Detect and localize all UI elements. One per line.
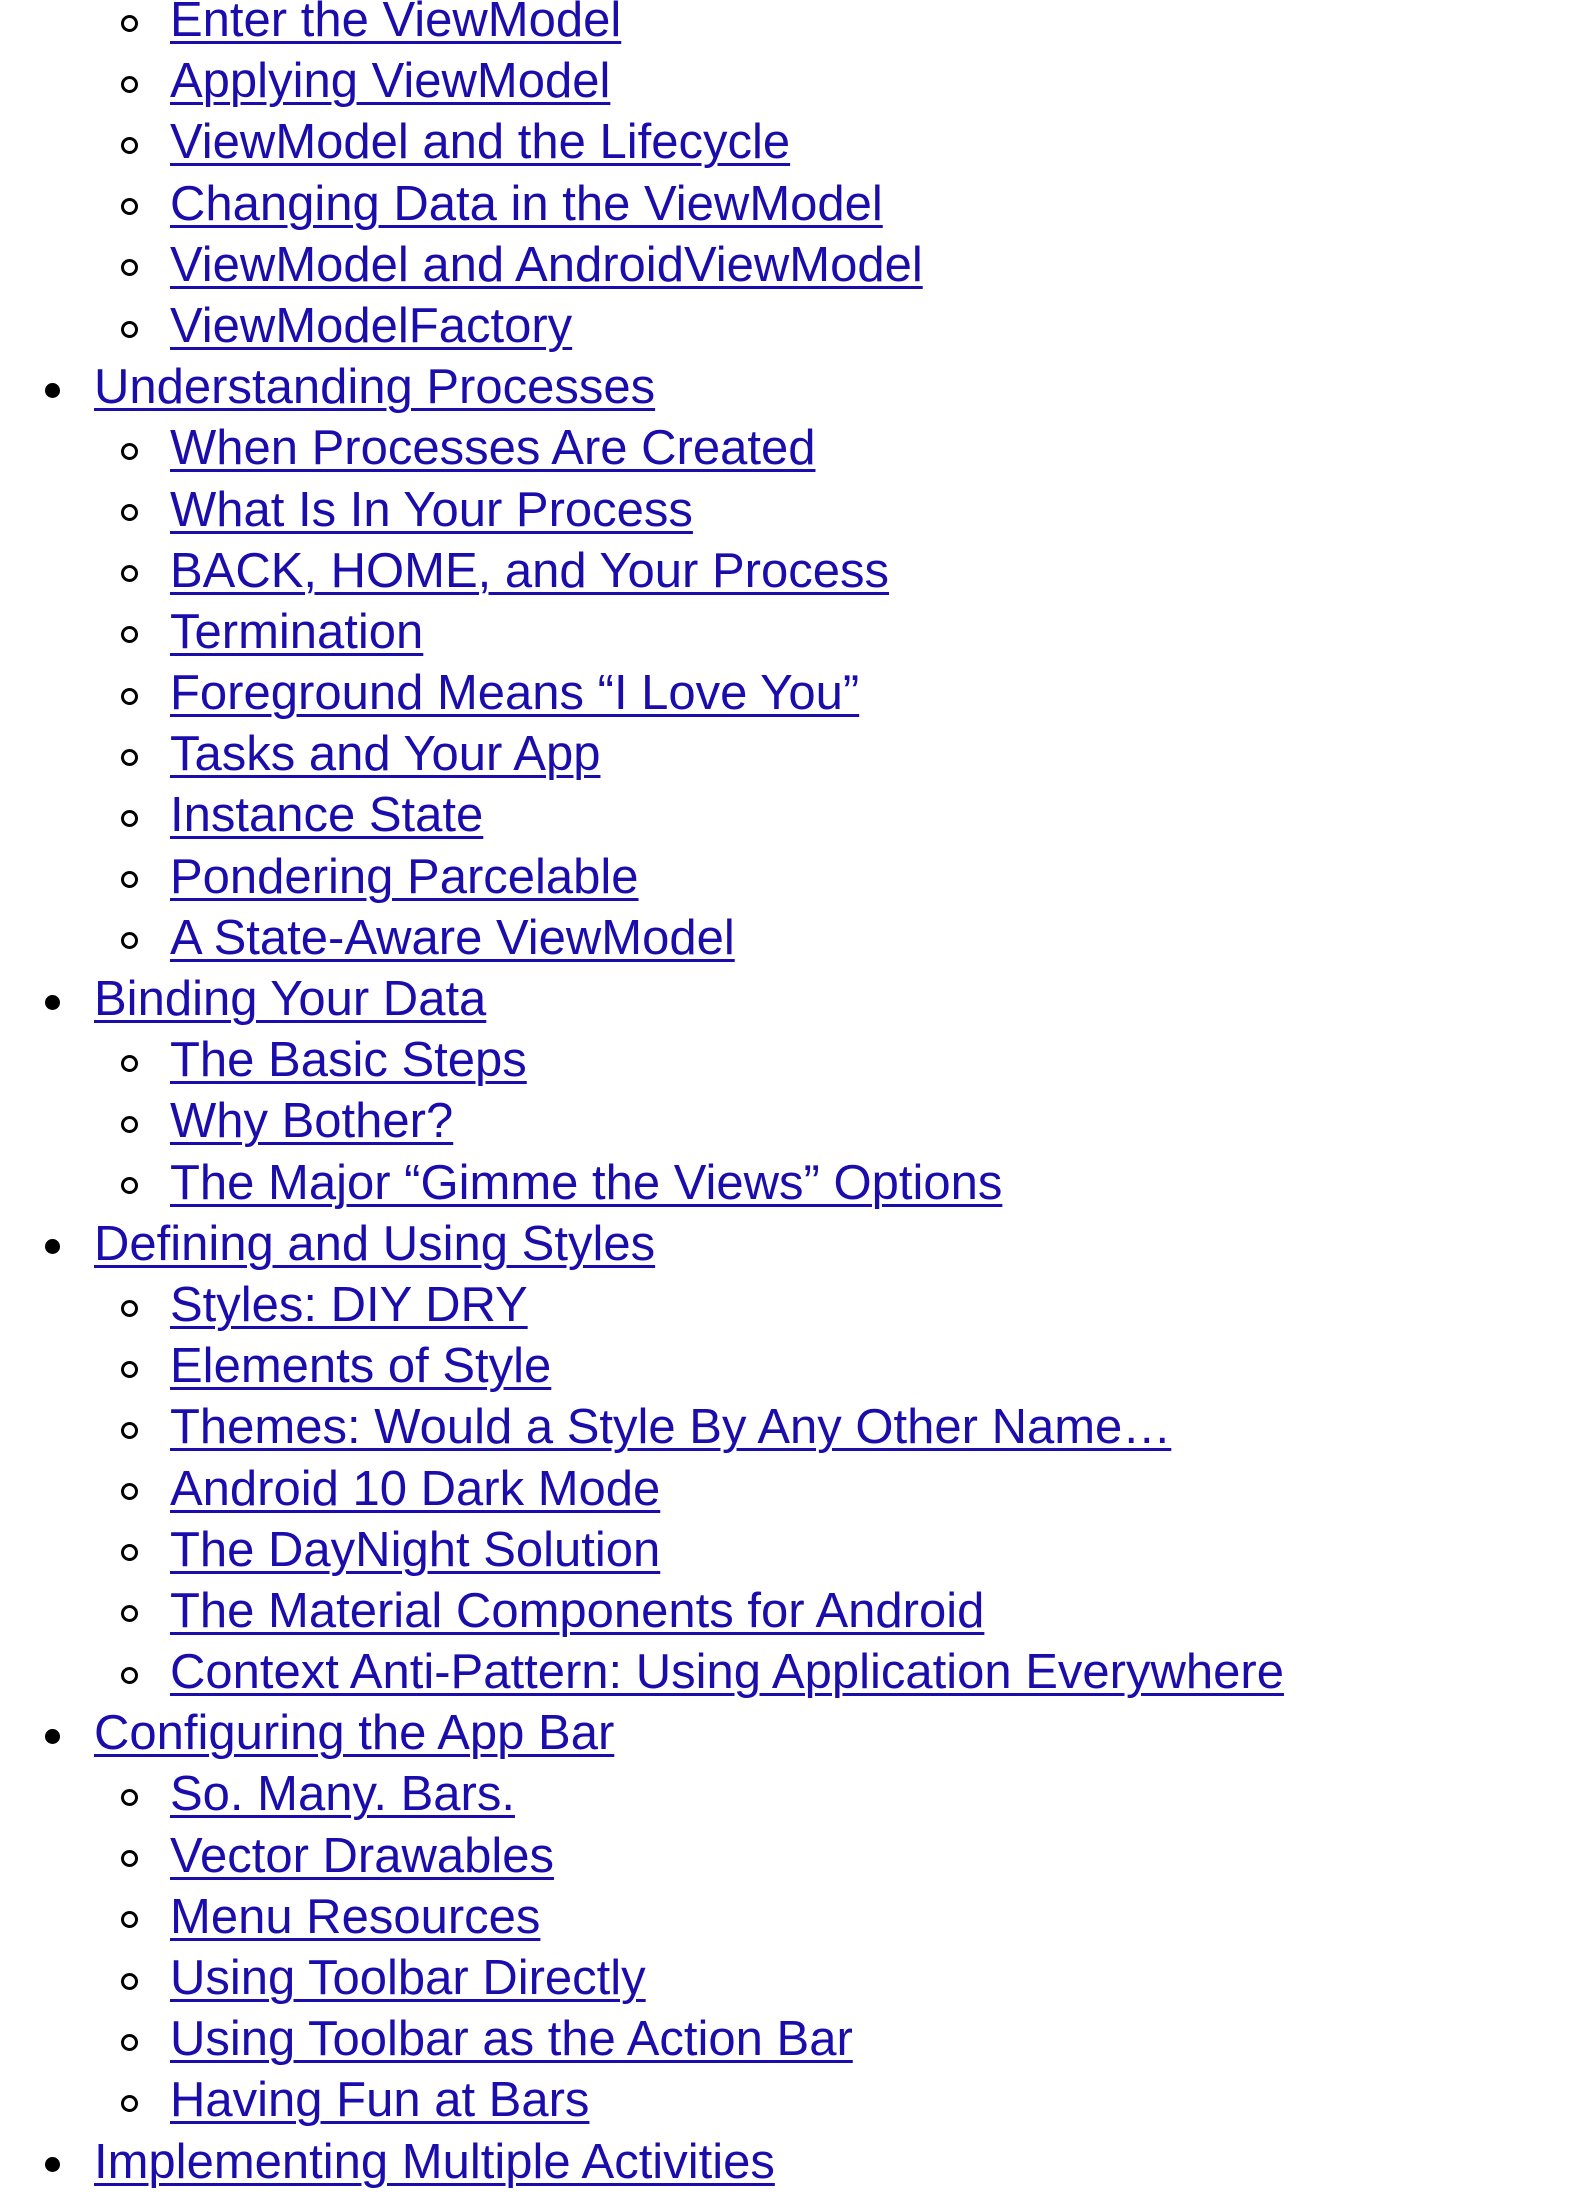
toc-section-link[interactable]: The Basic Steps	[170, 1033, 527, 1088]
toc-chapter-row	[0, 1214, 1589, 1275]
toc-section-link[interactable]: So. Many. Bars.	[170, 1767, 515, 1822]
circle-bullet-icon	[121, 76, 138, 93]
toc-section-row	[0, 541, 1589, 602]
toc-chapter-row	[0, 2132, 1589, 2193]
toc-chapter-row	[0, 357, 1589, 418]
circle-bullet-icon	[121, 749, 138, 766]
toc-section-link[interactable]: Applying ViewModel	[170, 54, 611, 109]
toc-section-row	[0, 1275, 1589, 1336]
circle-bullet-icon	[121, 871, 138, 888]
circle-bullet-icon	[121, 1605, 138, 1622]
toc-section-link[interactable]: Using Toolbar Directly	[170, 1951, 646, 2005]
circle-bullet-icon	[121, 1055, 138, 1072]
toc-section-row	[0, 174, 1589, 235]
toc-section-row	[0, 51, 1589, 112]
toc-chapter-row	[0, 1703, 1589, 1764]
circle-bullet-icon	[121, 1177, 138, 1194]
circle-bullet-icon	[121, 443, 138, 460]
toc-section-link[interactable]: The DayNight Solution	[170, 1522, 661, 1577]
circle-bullet-icon	[121, 1544, 138, 1561]
toc-section-link[interactable]: Foreground Means “I Love You”	[170, 666, 860, 721]
toc-section-link[interactable]: Having Fun at Bars	[170, 2073, 590, 2128]
circle-bullet-icon	[121, 810, 138, 827]
toc-section-link[interactable]: Styles: DIY DRY	[170, 1277, 528, 1332]
toc-section-row	[0, 480, 1589, 541]
toc-section-link[interactable]: Pondering Parcelable	[170, 849, 639, 904]
circle-bullet-icon	[121, 1300, 138, 1317]
circle-bullet-icon	[121, 1911, 138, 1928]
toc-section-link[interactable]: Instance State	[170, 788, 484, 843]
toc-section-link[interactable]: BACK, HOME, and Your Process	[170, 543, 889, 598]
toc-section-row	[0, 1581, 1589, 1642]
toc-section-link[interactable]: Vector Drawables	[170, 1828, 555, 1883]
toc-section-row	[0, 1397, 1589, 1458]
toc-section-link[interactable]: Termination	[170, 604, 424, 659]
toc-section-row	[0, 663, 1589, 724]
circle-bullet-icon	[121, 1667, 138, 1684]
circle-bullet-icon	[121, 2095, 138, 2112]
toc-section-row	[0, 785, 1589, 846]
toc-section-link[interactable]: Changing Data in the ViewModel	[170, 176, 883, 231]
toc-section-row	[0, 1948, 1589, 2009]
toc-section-link[interactable]: Using Toolbar as the Action Bar	[170, 2012, 853, 2067]
disc-bullet-icon	[45, 383, 60, 398]
toc-chapter-link[interactable]: Binding Your Data	[94, 972, 487, 1026]
circle-bullet-icon	[121, 137, 138, 154]
toc-chapter-link[interactable]: Configuring the App Bar	[94, 1706, 615, 1761]
circle-bullet-icon	[121, 1850, 138, 1867]
toc-section-row	[0, 602, 1589, 663]
toc-chapter-link[interactable]: Understanding Processes	[94, 360, 656, 415]
toc-section-row	[0, 847, 1589, 908]
toc-section-link[interactable]: What Is In Your Process	[170, 482, 693, 537]
toc-section-row	[0, 1336, 1589, 1397]
circle-bullet-icon	[121, 1973, 138, 1990]
disc-bullet-icon	[45, 1729, 60, 1744]
circle-bullet-icon	[121, 1116, 138, 1133]
disc-bullet-icon	[45, 2157, 60, 2172]
circle-bullet-icon	[121, 1422, 138, 1439]
toc-section-row	[0, 1459, 1589, 1520]
toc-section-row	[0, 112, 1589, 173]
toc-section-link[interactable]: Tasks and Your App	[170, 727, 601, 782]
toc-section-link[interactable]: Context Anti-Pattern: Using Application Everywhere	[170, 1645, 1284, 1700]
toc-section-row	[0, 1642, 1589, 1703]
toc-section-row	[0, 724, 1589, 785]
circle-bullet-icon	[121, 1361, 138, 1378]
circle-bullet-icon	[121, 321, 138, 338]
toc-section-row	[0, 0, 1589, 51]
toc-section-row	[0, 418, 1589, 479]
circle-bullet-icon	[121, 688, 138, 705]
toc-section-link[interactable]: Enter the ViewModel	[170, 0, 622, 47]
toc-section-link[interactable]: Why Bother?	[170, 1094, 454, 1149]
toc-section-link[interactable]: Elements of Style	[170, 1339, 552, 1394]
toc-section-link[interactable]: A State-Aware ViewModel	[170, 910, 735, 965]
toc-section-link[interactable]: ViewModelFactory	[170, 298, 573, 353]
toc-section-link[interactable]: Themes: Would a Style By Any Other Name…	[170, 1400, 1172, 1455]
toc-section-link[interactable]: The Major “Gimme the Views” Options	[170, 1155, 1003, 1210]
circle-bullet-icon	[121, 1789, 138, 1806]
toc-section-row	[0, 1030, 1589, 1091]
toc-chapter-link[interactable]: Defining and Using Styles	[94, 1216, 656, 1271]
toc-section-row	[0, 296, 1589, 357]
toc-section-row	[0, 1826, 1589, 1887]
toc-section-row	[0, 235, 1589, 296]
circle-bullet-icon	[121, 932, 138, 949]
toc-section-row	[0, 2070, 1589, 2131]
toc-section-link[interactable]: When Processes Are Created	[170, 421, 816, 476]
toc-section-link[interactable]: ViewModel and AndroidViewModel	[170, 237, 923, 292]
toc-chapter-link[interactable]: Implementing Multiple Activities	[94, 2134, 775, 2189]
disc-bullet-icon	[45, 995, 60, 1010]
toc-section-row	[0, 908, 1589, 969]
circle-bullet-icon	[121, 259, 138, 276]
circle-bullet-icon	[121, 15, 138, 32]
toc-section-row	[0, 1153, 1589, 1214]
circle-bullet-icon	[121, 565, 138, 582]
toc-section-link[interactable]: ViewModel and the Lifecycle	[170, 115, 791, 170]
toc-section-link[interactable]: Menu Resources	[170, 1889, 541, 1944]
disc-bullet-icon	[45, 1239, 60, 1254]
circle-bullet-icon	[121, 504, 138, 521]
circle-bullet-icon	[121, 2034, 138, 2051]
toc-chapter-row	[0, 969, 1589, 1030]
circle-bullet-icon	[121, 198, 138, 215]
toc-section-row	[0, 1520, 1589, 1581]
circle-bullet-icon	[121, 626, 138, 643]
toc-section-row	[0, 1887, 1589, 1948]
toc-section-row	[0, 2009, 1589, 2070]
toc-section-link[interactable]: The Material Components for Android	[170, 1583, 985, 1638]
toc-section-row	[0, 1091, 1589, 1152]
toc-section-link[interactable]: Android 10 Dark Mode	[170, 1461, 661, 1516]
toc-section-row	[0, 1764, 1589, 1825]
circle-bullet-icon	[121, 1483, 138, 1500]
